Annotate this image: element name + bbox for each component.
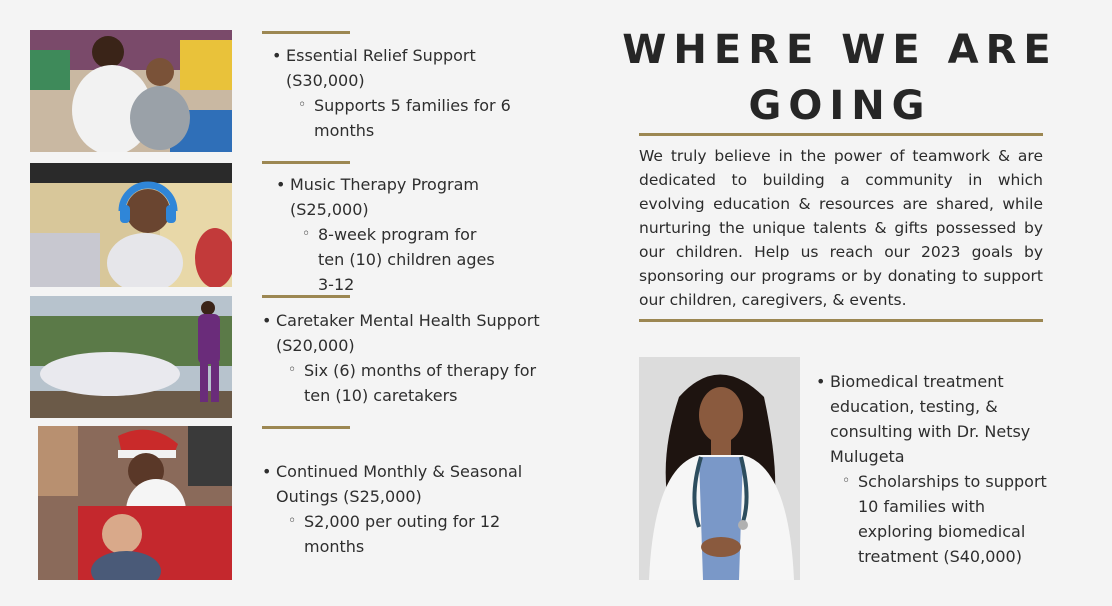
biomedical-title: • Biomedical treatment education, testing, & consulting with Dr. Netsy Mulugeta	[816, 369, 1056, 469]
program-item	[272, 43, 522, 143]
program-title: • Continued Monthly & Seasonal Outings (S25,000)	[262, 459, 542, 509]
program-item	[276, 172, 506, 297]
program-title: • Caretaker Mental Health Support (S20,000)	[262, 308, 542, 358]
divider	[262, 161, 350, 164]
divider	[639, 319, 1043, 322]
program-title: • Essential Relief Support (S30,000)	[272, 43, 522, 93]
biomedical-detail: ◦ Scholarships to support 10 families with exploring biomedical treatment (S40,000)	[816, 469, 1056, 569]
photo-relief-support	[30, 30, 232, 152]
photo-music-therapy	[30, 163, 232, 287]
divider	[262, 426, 350, 429]
page-title-line2: GOING	[748, 83, 932, 129]
program-detail: ◦ 8-week program for ten (10) children ages 3-12	[276, 222, 506, 297]
photo-doctor	[639, 357, 800, 580]
program-detail: ◦ Six (6) months of therapy for ten (10) caretakers	[262, 358, 542, 408]
divider	[262, 31, 350, 34]
program-detail: ◦ Supports 5 families for 6 months	[272, 93, 522, 143]
photo-seasonal-outings	[38, 426, 232, 580]
photo-caretaker-support	[30, 296, 232, 418]
program-detail: ◦ S2,000 per outing for 12 months	[262, 509, 542, 559]
page-title-line1: WHERE WE ARE	[622, 27, 1058, 73]
program-item	[262, 308, 542, 408]
divider	[639, 133, 1043, 136]
intro-paragraph: We truly believe in the power of teamwork & are dedicated to building a community in which evolving education & resources are shared, while nurturing the unique talents & gifts possessed by our children. Help us reach our 2023 goals by sponsoring our programs or by donating to support our children, caregivers, & events.	[639, 147, 1043, 309]
biomedical-item	[816, 369, 1056, 569]
program-item	[262, 459, 542, 559]
program-title: • Music Therapy Program (S25,000)	[276, 172, 506, 222]
